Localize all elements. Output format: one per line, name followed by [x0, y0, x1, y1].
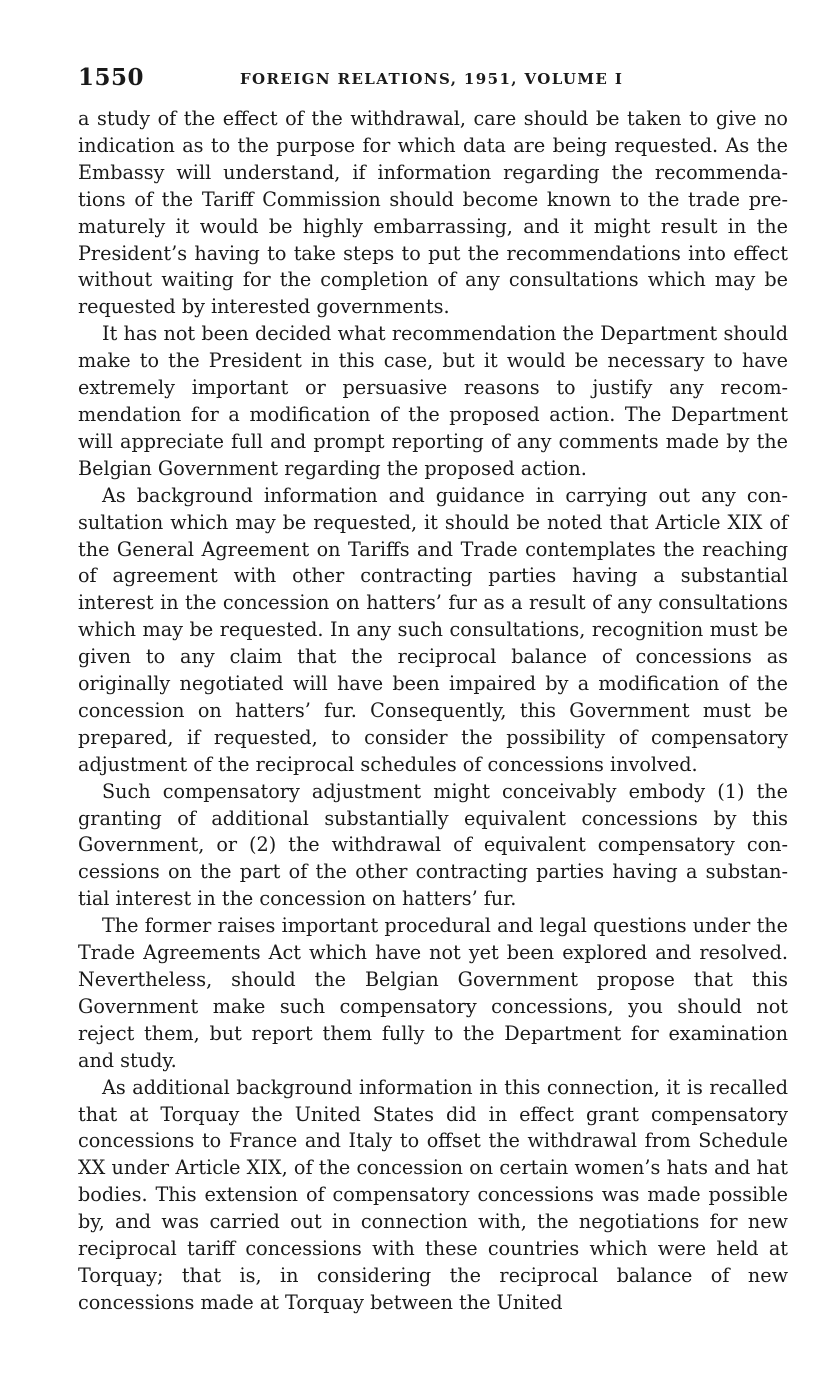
paragraph: As additional background information in this connection, it is recalled that at Torquay the United States did in effect grant compensatory concessions to France and Italy to offset the withdrawal from Schedule XX under Article XIX, of the concession on certain women’s hats and hat bodies. This extension of compensatory concessions was made possible by, and was carried out in connection with, the negotiations for new reciprocal tariff concessions with these countries which were held at Torquay; that is, in considering the reciprocal balance of new concessions made at Torquay between the United — [78, 1075, 788, 1314]
body-text — [78, 106, 788, 1317]
paragraph-continued: a study of the effect of the withdrawal, care should be taken to give no indication as to the purpose for which data are being requested. As the Embassy will understand, if information regarding the recommendations of the Tariff Commission should become known to the trade prematurely it would be highly embarrassing, and it might result in the President’s having to take steps to put the recommendations into effect without waiting for the completion of any consultations which may be requested by interested governments. — [78, 107, 788, 319]
paragraph: It has not been decided what recommendation the Department should make to the President in this case, but it would be necessary to have extremely important or persuasive reasons to justify any recommendation for a modification of the proposed action. The Department will appreciate full and prompt reporting of any comments made by the Belgian Government regarding the proposed action. — [78, 322, 788, 480]
paragraph: Such compensatory adjustment might conceivably embody (1) the granting of additional substantially equivalent concessions by this Government, or (2) the withdrawal of equivalent compensatory concessions on the part of the other contracting parties having a substantial interest in the concession on hatters’ fur. — [78, 779, 788, 911]
document-page — [78, 64, 788, 1317]
paragraph: As background information and guidance in carrying out any consultation which may be requested, it should be noted that Article XIX of the General Agreement on Tariffs and Trade contemplates the reaching of agreement with other contracting parties having a substantial interest in the concession on hatters’ fur as a result of any consultations which may be requested. In any such consultations, recognition must be given to any claim that the reciprocal balance of concessions as originally negotiated will have been impaired by a modification of the concession on hatters’ fur. Consequently, this Government must be prepared, if requested, to consider the possibility of compensatory adjustment of the reciprocal schedules of concessions involved. — [78, 483, 788, 776]
page-number: 1550 — [78, 64, 145, 91]
page-header — [78, 64, 788, 96]
paragraph: The former raises important procedural and legal questions under the Trade Agreements Act which have not yet been explored and resolved. Nevertheless, should the Belgian Government propose that this Government make such compensatory concessions, you should not reject them, but report them fully to the Department for examination and study. — [78, 914, 788, 1072]
running-head: FOREIGN RELATIONS, 1951, VOLUME I — [240, 70, 624, 88]
